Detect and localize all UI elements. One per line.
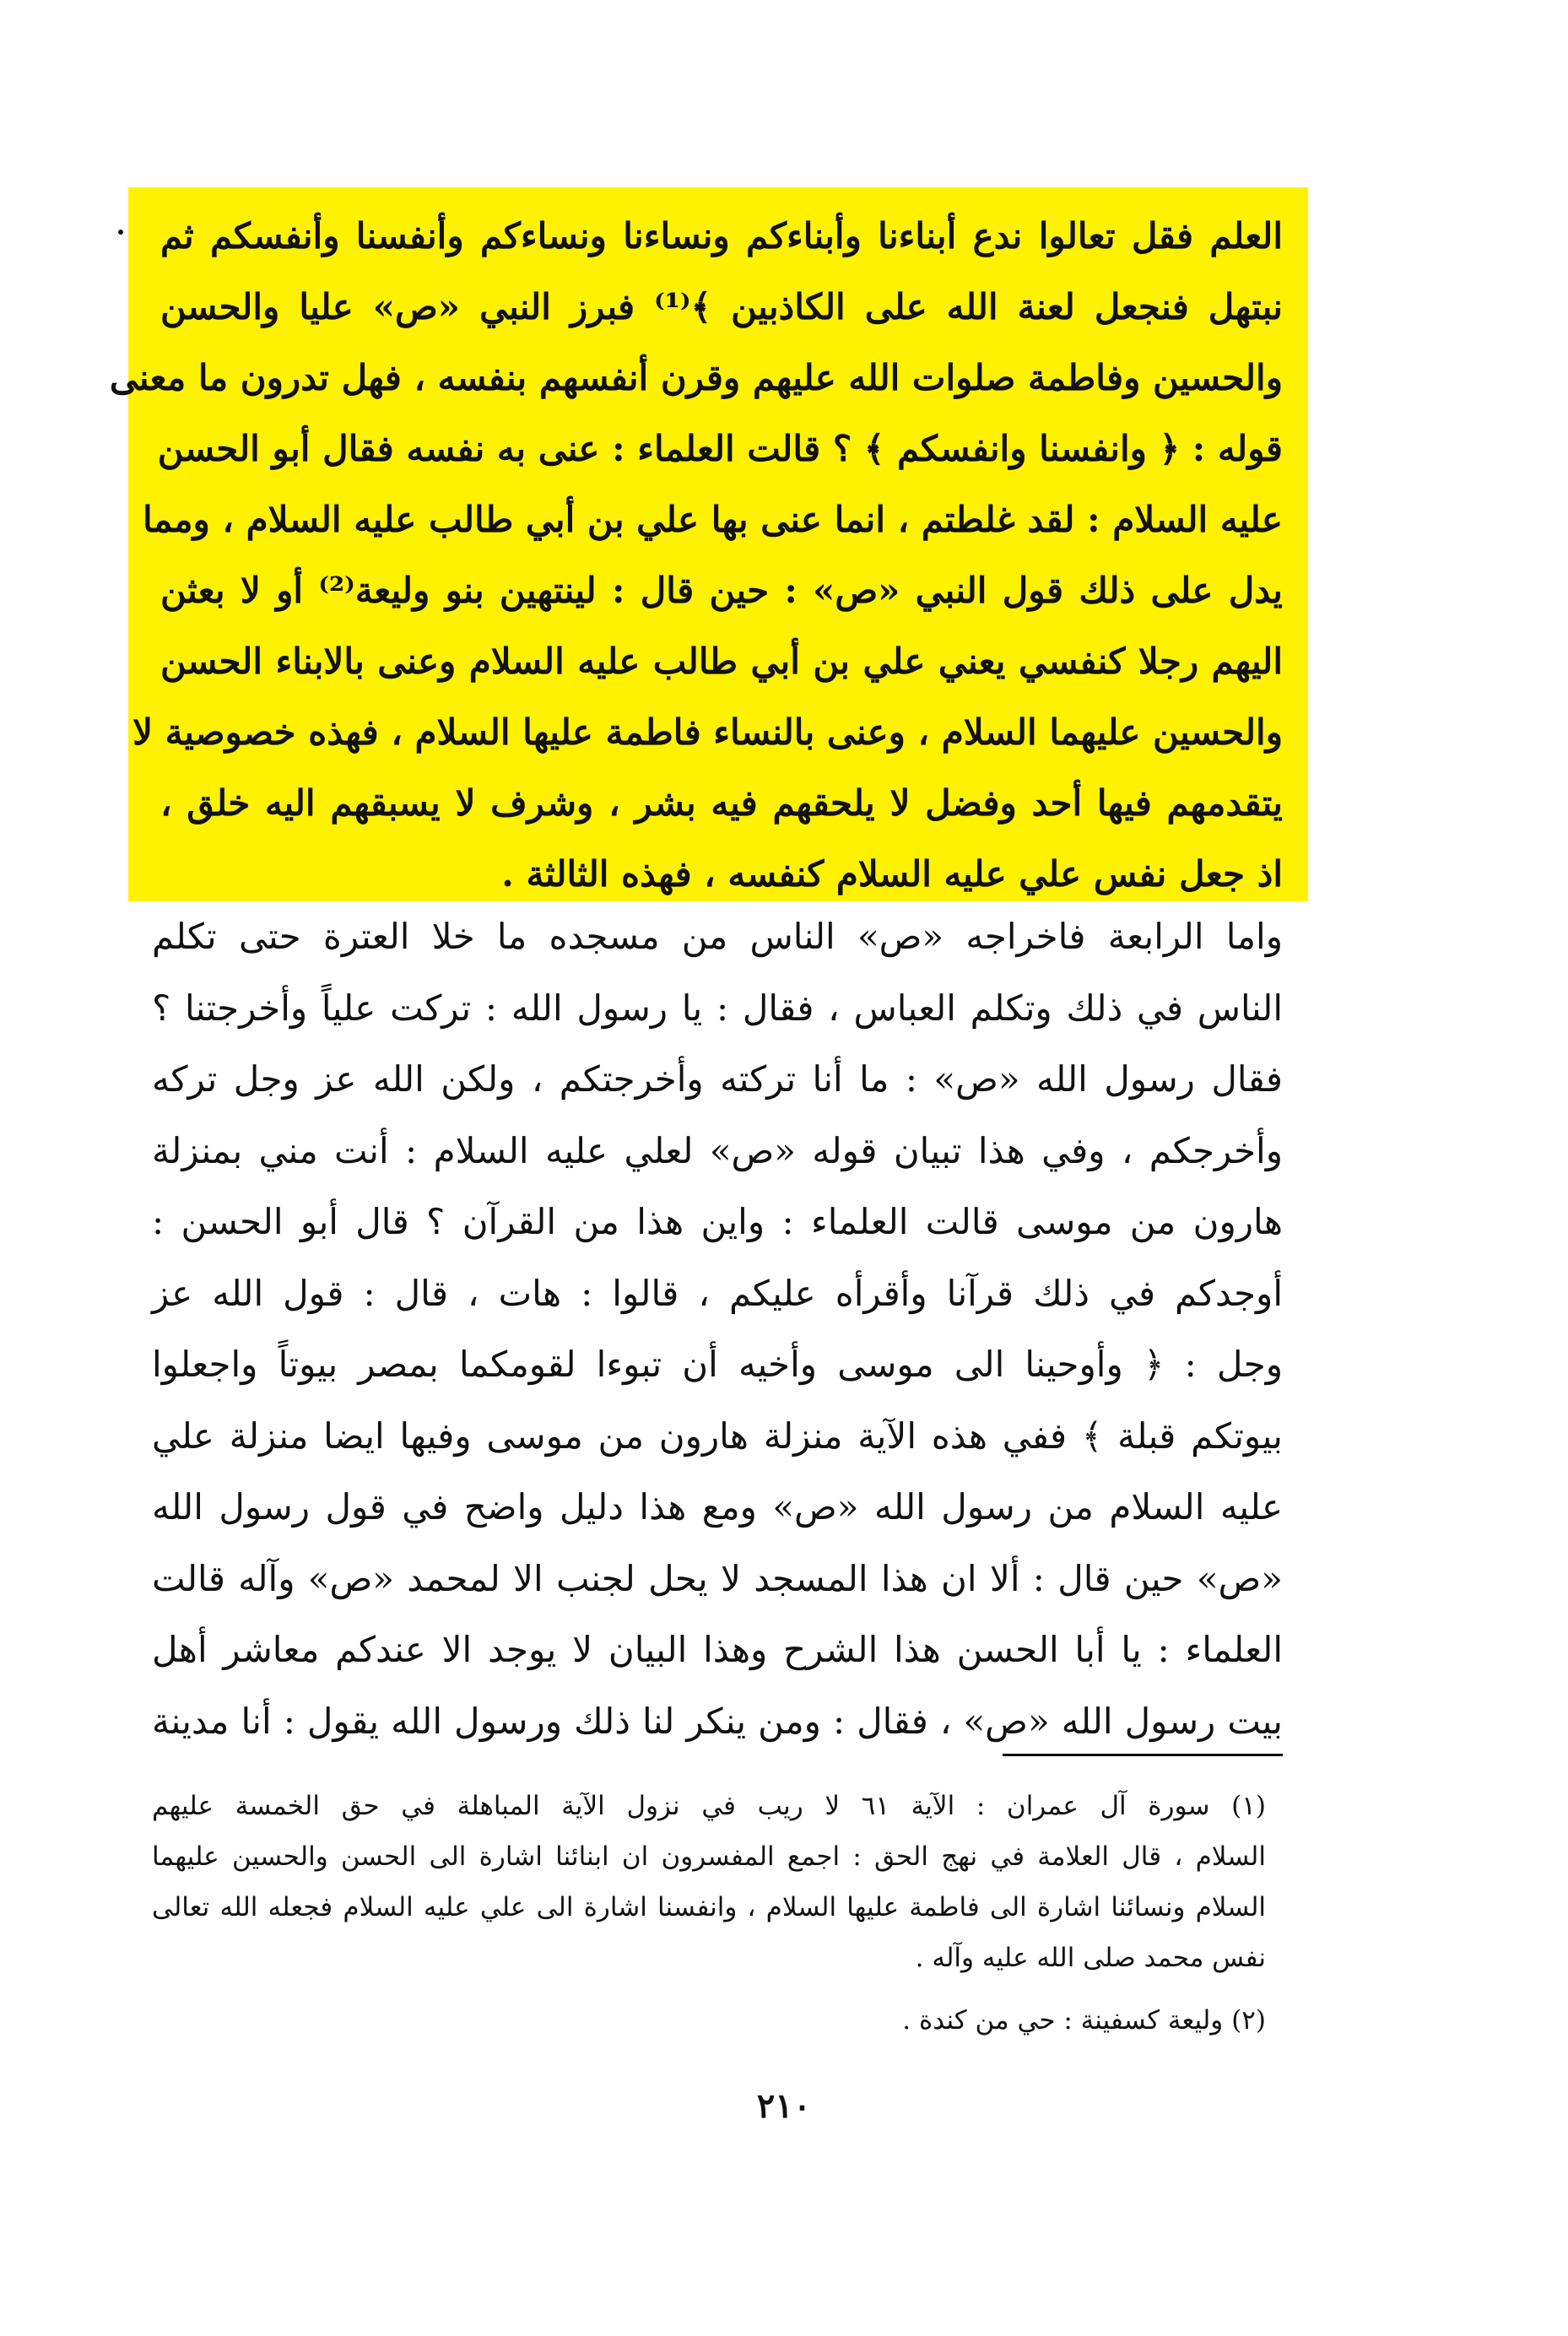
margin-mark [118, 230, 123, 235]
footnotes [152, 1781, 1266, 2046]
highlighted-line: عليه السلام : لقد غلطتم ، انما عنى بها علي بن أبي طالب عليه السلام ، ومما [142, 499, 1283, 540]
body-line: أوجدكم في ذلك قرآنا وأقرأه عليكم ، قالوا : هات ، قال : قول الله عز [152, 1272, 1283, 1314]
body-line: واما الرابعة فاخراجه «ص» الناس من مسجده ما خلا العترة حتى تكلم [152, 916, 1283, 957]
body-line: هارون من موسى قالت العلماء : واين هذا من القرآن ؟ قال أبو الحسن : [152, 1201, 1283, 1242]
footnote-spacer [152, 1983, 1266, 1995]
footnote-2: (٢) وليعة كسفينة : حي من كندة . [902, 2005, 1266, 2036]
body-line: وأخرجكم ، وفي هذا تبيان قوله «ص» لعلي عليه السلام : أنت مني بمنزلة [152, 1129, 1283, 1171]
highlighted-line: والحسين وفاطمة صلوات الله عليهم وقرن أنفسهم بنفسه ، فهل تدرون ما معنى [109, 357, 1283, 398]
highlighted-line: والحسين عليهما السلام ، وعنى بالنساء فاطمة عليها السلام ، فهذه خصوصية لا [132, 711, 1283, 753]
body-line: «ص» حين قال : ألا ان هذا المسجد لا يحل لجنب الا لمحمد «ص» وآله قالت [152, 1557, 1283, 1599]
highlighted-line: العلم فقل تعالوا ندع أبناءنا وأبناءكم ونساءنا ونساءكم وأنفسنا وأنفسكم ثم [160, 215, 1283, 257]
highlighted-line: اليهم رجلا كنفسي يعني علي بن أبي طالب عليه السلام وعنى بالابناء الحسن [160, 641, 1283, 682]
body-line: بيوتكم قبلة ﴾ ففي هذه الآية منزلة هارون من موسى وفيها ايضا منزلة علي [152, 1414, 1283, 1457]
main-passage [152, 901, 1283, 1757]
footnote-1-line: (١) سورة آل عمران : الآية ٦١ لا ريب في نزول الآية المباهلة في حق الخمسة عليهم [152, 1791, 1266, 1821]
highlighted-line: يتقدمهم فيها أحد وفضل لا يلحقهم فيه بشر ، وشرف لا يسبقهم اليه خلق ، [160, 782, 1283, 824]
highlighted-line: نبتهل فنجعل لعنة الله على الكاذبين ﴾⁽¹⁾ فبرز النبي «ص» عليا والحسن [160, 286, 1283, 327]
page-number: ٢١٠ [756, 2086, 812, 2126]
footnote-divider [1003, 1754, 1283, 1756]
body-line: العلماء : يا أبا الحسن هذا الشرح وهذا البيان لا يوجد الا عندكم معاشر أهل [152, 1629, 1283, 1670]
body-line: فقال رسول الله «ص» : ما أنا تركته وأخرجتكم ، ولكن الله عز وجل تركه [152, 1058, 1283, 1100]
body-line: وجل : ﴿ وأوحينا الى موسى وأخيه أن تبوءا لقومكما بمصر بيوتاً واجعلوا [152, 1344, 1283, 1385]
highlighted-line: اذ جعل نفس علي عليه السلام كنفسه ، فهذه الثالثة . [501, 853, 1283, 895]
body-line: الناس في ذلك وتكلم العباس ، فقال : يا رسول الله : تركت علياً وأخرجتنا ؟ [152, 987, 1283, 1029]
highlighted-line: يدل على ذلك قول النبي «ص» : حين قال : لينتهين بنو وليعة⁽²⁾ أو لا بعثن [160, 570, 1283, 611]
highlighted-line: قوله : ﴿ وانفسنا وانفسكم ﴾ ؟ قالت العلماء : عنى به نفسه فقال أبو الحسن [157, 428, 1283, 469]
body-line: بيت رسول الله «ص» ، فقال : ومن ينكر لنا ذلك ورسول الله يقول : أنا مدينة [152, 1700, 1283, 1742]
footnote-1-line: نفس محمد صلى الله عليه وآله . [915, 1943, 1266, 1973]
footnote-1-line: السلام ونسائنا اشارة الى فاطمة عليها السلام ، وانفسنا اشارة الى علي عليه السلام فجعله الله تعالى [152, 1892, 1266, 1922]
footnote-1-line: السلام ، قال العلامة في نهج الحق : اجمع المفسرون ان ابنائنا اشارة الى الحسن والحسين عليهما [152, 1841, 1266, 1872]
body-line: عليه السلام من رسول الله «ص» ومع هذا دليل واضح في قول رسول الله [152, 1486, 1283, 1528]
highlighted-passage [109, 201, 1283, 910]
